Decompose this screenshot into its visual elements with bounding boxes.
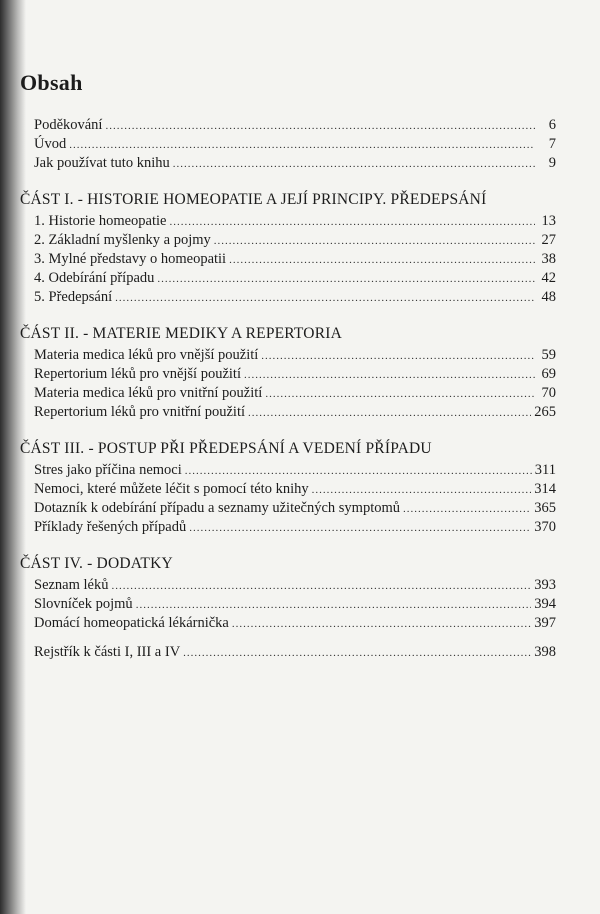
section-heading: ČÁST I. - HISTORIE HOMEOPATIE A JEJÍ PRINCIPY. PŘEDEPSÁNÍ xyxy=(20,191,487,208)
toc-entry-page: 398 xyxy=(534,644,556,660)
toc-entry-page: 48 xyxy=(541,289,556,305)
dot-leader xyxy=(265,385,535,404)
dot-leader xyxy=(185,462,532,481)
page-title: Obsah xyxy=(20,70,83,95)
toc-entry-page: 59 xyxy=(541,347,556,363)
toc-entry[interactable] xyxy=(34,365,556,384)
toc-entry-page: 42 xyxy=(541,270,556,286)
section-heading: ČÁST II. - MATERIE MEDIKY A REPERTORIA xyxy=(20,325,342,342)
toc-entry-page: 311 xyxy=(534,462,556,478)
toc-entry-label: 1. Historie homeopatie xyxy=(34,213,167,229)
toc-entry-page: 6 xyxy=(548,117,556,133)
dot-leader xyxy=(69,136,535,155)
dot-leader xyxy=(112,577,532,596)
toc-entry[interactable] xyxy=(34,576,556,595)
toc-entry-page: 394 xyxy=(534,596,556,612)
toc-entry-label: Dotazník k odebírání případu a seznamy užitečných symptomů xyxy=(34,500,401,516)
spacer xyxy=(34,633,556,643)
dot-leader xyxy=(229,251,535,270)
toc-entry-label: Rejstřík k části I, III a IV xyxy=(34,644,181,660)
toc-entry-label: Slovníček pojmů xyxy=(34,596,133,612)
toc-entry[interactable] xyxy=(34,614,556,633)
intro-entries xyxy=(34,116,556,173)
dot-leader xyxy=(248,404,531,423)
toc-entry-page: 27 xyxy=(541,232,556,248)
toc-entry[interactable] xyxy=(34,135,556,154)
toc-entry-label: Materia medica léků pro vnitřní použití xyxy=(34,385,263,401)
toc-entry-page: 13 xyxy=(541,213,556,229)
toc-entry-label: Jak používat tuto knihu xyxy=(34,155,170,171)
toc-entry-label: Nemoci, které můžete léčit s pomocí této knihy xyxy=(34,481,309,497)
dot-leader xyxy=(173,155,535,174)
toc-entry-label: Stres jako příčina nemoci xyxy=(34,462,182,478)
toc-entry-index[interactable] xyxy=(34,643,556,662)
toc-entry[interactable] xyxy=(34,595,556,614)
toc-entry[interactable] xyxy=(34,461,556,480)
toc-entry-page: 9 xyxy=(548,155,556,171)
section-part-2 xyxy=(20,325,556,422)
dot-leader xyxy=(312,481,532,500)
dot-leader xyxy=(157,270,535,289)
toc-entry[interactable] xyxy=(34,403,556,422)
toc-entry-label: Příklady řešených případů xyxy=(34,519,187,535)
toc-entry[interactable] xyxy=(34,250,556,269)
dot-leader xyxy=(115,289,535,308)
toc-entry-label: Repertorium léků pro vnější použití xyxy=(34,366,241,382)
toc-entry[interactable] xyxy=(34,518,556,537)
dot-leader xyxy=(244,366,535,385)
toc-entry-label: Poděkování xyxy=(34,117,103,133)
toc-entry[interactable] xyxy=(34,480,556,499)
toc-entry-page: 38 xyxy=(541,251,556,267)
toc-entry[interactable] xyxy=(34,269,556,288)
section-part-4 xyxy=(20,555,556,662)
toc-entry[interactable] xyxy=(34,116,556,135)
dot-leader xyxy=(105,117,535,136)
toc-entry[interactable] xyxy=(34,288,556,307)
toc-entry-page: 397 xyxy=(534,615,556,631)
toc-entry[interactable] xyxy=(34,499,556,518)
dot-leader xyxy=(261,347,535,366)
toc-entry-page: 365 xyxy=(534,500,556,516)
toc-entry-label: 2. Základní myšlenky a pojmy xyxy=(34,232,211,248)
toc-entry-label: 4. Odebírání případu xyxy=(34,270,155,286)
toc-entry-page: 314 xyxy=(534,481,556,497)
toc-entry-label: Domácí homeopatická lékárnička xyxy=(34,615,229,631)
section-part-1 xyxy=(20,191,556,307)
toc-entry-label: 3. Mylné představy o homeopatii xyxy=(34,251,227,267)
toc-entry[interactable] xyxy=(34,231,556,250)
toc-entry-label: Repertorium léků pro vnitřní použití xyxy=(34,404,246,420)
section-heading: ČÁST IV. - DODATKY xyxy=(20,555,173,572)
dot-leader xyxy=(183,644,531,663)
toc-entry[interactable] xyxy=(34,384,556,403)
dot-leader xyxy=(189,519,531,538)
toc-entry-page: 393 xyxy=(534,577,556,593)
toc-entry-label: 5. Předepsání xyxy=(34,289,113,305)
toc-entry-page: 370 xyxy=(534,519,556,535)
toc-entry-label: Seznam léků xyxy=(34,577,109,593)
dot-leader xyxy=(232,615,531,634)
toc-entry[interactable] xyxy=(34,212,556,231)
dot-leader xyxy=(136,596,532,615)
toc-entry-label: Materia medica léků pro vnější použití xyxy=(34,347,259,363)
dot-leader xyxy=(169,213,535,232)
table-of-contents xyxy=(20,70,556,680)
section-heading: ČÁST III. - POSTUP PŘI PŘEDEPSÁNÍ A VEDENÍ PŘÍPADU xyxy=(20,440,432,457)
toc-entry-label: Úvod xyxy=(34,136,67,152)
section-part-3 xyxy=(20,440,556,537)
toc-entry[interactable] xyxy=(34,154,556,173)
toc-entry[interactable] xyxy=(34,346,556,365)
dot-leader xyxy=(214,232,535,251)
toc-entry-page: 70 xyxy=(541,385,556,401)
toc-entry-page: 69 xyxy=(541,366,556,382)
toc-entry-page: 7 xyxy=(548,136,556,152)
dot-leader xyxy=(403,500,531,519)
toc-entry-page: 265 xyxy=(534,404,556,420)
